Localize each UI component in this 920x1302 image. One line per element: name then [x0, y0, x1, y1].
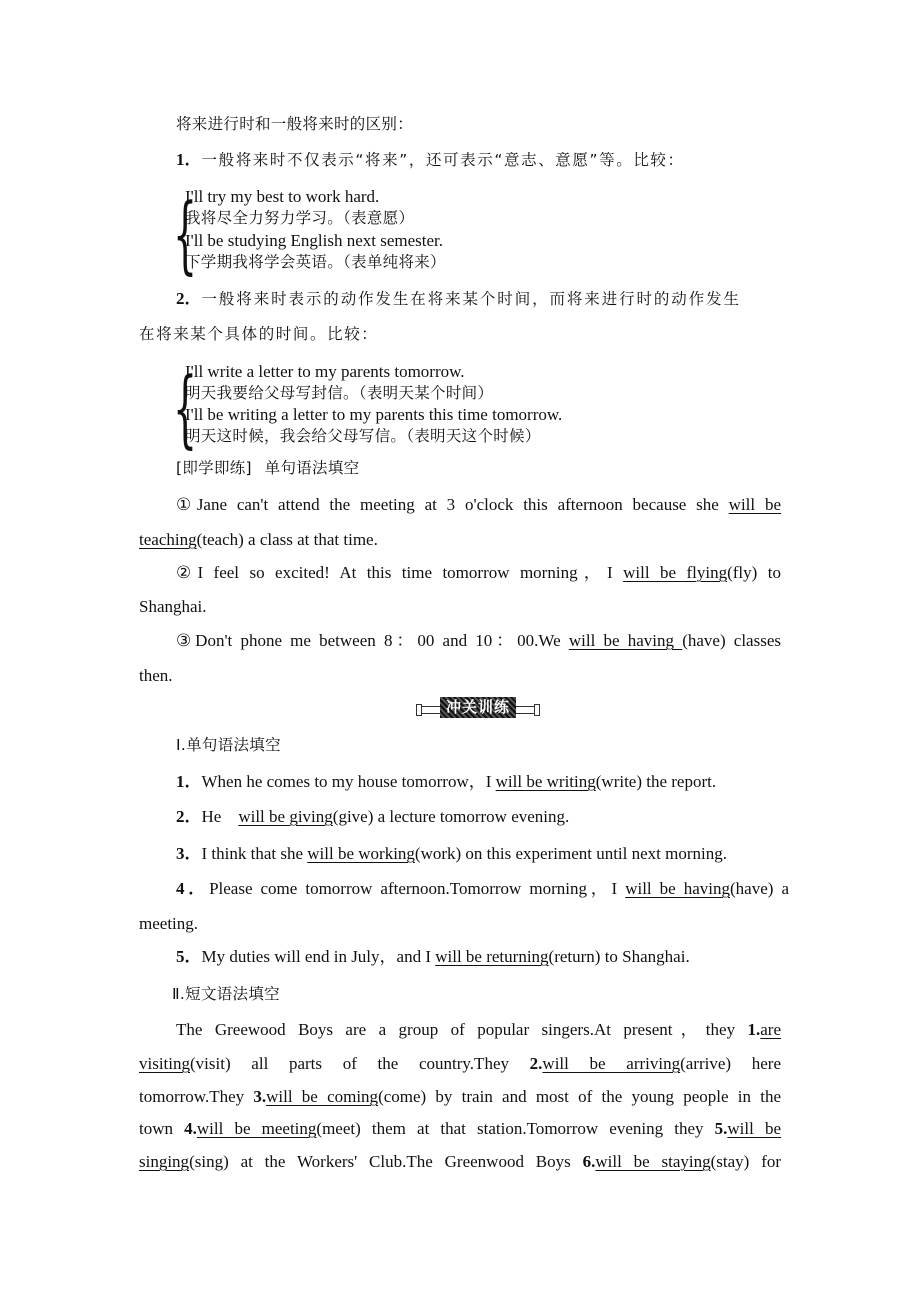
passage-line-2 [139, 1053, 781, 1075]
practice-subtitle: 单句语法填空 [264, 459, 360, 477]
question-text: ①Jane can't attend the meeting at 3 o'clock this afternoon because she [176, 495, 729, 514]
left-brace-icon: { [173, 185, 198, 283]
blank-number: 4. [184, 1119, 197, 1138]
passage-line-4 [139, 1118, 781, 1140]
section-1-title: Ⅰ.单句语法填空 [176, 736, 281, 754]
compare-2-chinese-2: 明天这时候，我会给父母写信。（表明天这个时候） [185, 427, 541, 445]
point-1-number: 1． [176, 150, 202, 169]
blank-number: 1. [747, 1020, 761, 1039]
item-text: (have) a [730, 879, 789, 898]
point-1-text: 一般将来时不仅表示“将来”，还可表示“意志、意愿”等。比较： [201, 151, 685, 169]
blank-number: 5. [714, 1119, 728, 1138]
compare-2-chinese-1: 明天我要给父母写封信。（表明天某个时间） [185, 384, 494, 402]
item-text: When he comes to my house tomorrow，I [201, 772, 496, 791]
point-1 [176, 149, 685, 171]
banner-label: 冲关训练 [440, 697, 516, 718]
answer-blank: are [760, 1020, 781, 1039]
answer-blank: will be staying [595, 1152, 711, 1171]
compare-2-english-2: I'll be writing a letter to my parents this time tomorrow. [185, 405, 563, 424]
passage-text: (sing) at the Workers' Club.The Greenwood Boys [189, 1152, 583, 1171]
question-text: (have) classes [682, 631, 781, 650]
exercise-item-1 [176, 771, 716, 793]
point-2-text-line-1: 一般将来时表示的动作发生在将来某个时间，而将来进行时的动作发生 [201, 290, 741, 308]
item-text: My duties will end in July，and I [201, 947, 436, 966]
passage-text: (stay) for [710, 1152, 782, 1171]
exercise-item-4-cont: meeting. [139, 914, 199, 933]
answer-blank: visiting [139, 1054, 191, 1073]
item-text: (work) on this experiment until next morning. [414, 844, 728, 863]
blank-number: 3. [253, 1087, 267, 1106]
point-2 [176, 288, 741, 310]
practice-header [176, 457, 359, 479]
blank-number: 2. [529, 1054, 543, 1073]
banner-right-cap [534, 704, 540, 716]
compare-2-english-1: I'll write a letter to my parents tomorrow. [185, 362, 465, 381]
passage-line-5 [139, 1151, 781, 1173]
answer-blank: will be meeting [196, 1119, 317, 1138]
practice-question-2-line-1 [176, 562, 781, 584]
question-text: (fly) to [727, 563, 781, 582]
passage-text: (visit) all parts of the country.They [190, 1054, 530, 1073]
passage-text: The Greewood Boys are a group of popular singers.At present，they [176, 1020, 748, 1039]
practice-question-1-line-2 [139, 529, 378, 551]
exercise-item-4 [176, 878, 789, 900]
practice-question-3-line-1 [176, 630, 781, 652]
compare-1-chinese-1: 我将尽全力努力学习。（表意愿） [185, 209, 415, 227]
item-text: Please come tomorrow afternoon.Tomorrow morning，I [209, 879, 626, 898]
answer-blank: will be having [625, 879, 731, 898]
compare-1-english-2: I'll be studying English next semester. [185, 231, 444, 250]
item-number: 5． [176, 947, 202, 966]
section-heading: 将来进行时和一般将来时的区别： [176, 115, 414, 133]
item-text: (return) to Shanghai. [548, 947, 690, 966]
answer-blank: will be flying [623, 563, 728, 582]
passage-text: (meet) them at that station.Tomorrow evening they [316, 1119, 715, 1138]
banner-left-cap [416, 704, 422, 716]
passage-line-3 [139, 1086, 781, 1108]
item-number: 3． [176, 844, 202, 863]
answer-blank: will be coming [266, 1087, 379, 1106]
answer-blank: singing [139, 1152, 190, 1171]
passage-text: (come) by train and most of the young people in the [378, 1087, 782, 1106]
left-brace-icon: { [173, 359, 198, 457]
item-text: He [201, 807, 239, 826]
answer-blank: will be [727, 1119, 781, 1138]
section-2-title: Ⅱ.短文语法填空 [172, 985, 280, 1003]
exercise-item-3 [176, 843, 727, 865]
answer-blank: will be returning [435, 947, 549, 966]
practice-question-3-line-2: then. [139, 666, 173, 685]
blank-number: 6. [582, 1152, 596, 1171]
question-text: ②I feel so excited! At this time tomorrow morning，I [176, 563, 624, 582]
exercise-item-5 [176, 946, 690, 968]
item-number: 2． [176, 807, 202, 826]
item-text: (give) a lecture tomorrow evening. [332, 807, 570, 826]
passage-text: town [139, 1119, 185, 1138]
answer-blank: will be writing [495, 772, 596, 791]
question-text: (teach) a class at that time. [196, 530, 378, 549]
compare-1-english-1: I'll try my best to work hard. [185, 187, 380, 206]
passage-text: (arrive) here [680, 1054, 781, 1073]
answer-blank: will be arriving [542, 1054, 681, 1073]
point-2-text-line-2: 在将来某个具体的时间。比较： [139, 325, 379, 343]
practice-question-2-line-2: Shanghai. [139, 597, 207, 616]
item-number: 4． [176, 879, 210, 898]
answer-blank: will be working [307, 844, 415, 863]
point-2-number: 2． [176, 289, 202, 308]
passage-line-1 [176, 1019, 781, 1041]
item-text: I think that she [201, 844, 308, 863]
practice-question-1-line-1 [176, 494, 781, 516]
practice-title: [即学即练] [176, 459, 252, 477]
question-text: ③Don't phone me between 8：00 and 10：00.We [176, 631, 569, 650]
item-number: 1． [176, 772, 202, 791]
section-banner [416, 697, 540, 719]
compare-1-chinese-2: 下学期我将学会英语。（表单纯将来） [185, 253, 446, 271]
answer-blank: will be [728, 495, 781, 514]
exercise-item-2 [176, 806, 569, 828]
answer-blank: teaching [139, 530, 197, 549]
answer-blank: will be having [568, 631, 683, 650]
answer-blank: will be giving [238, 807, 333, 826]
item-text: (write) the report. [595, 772, 717, 791]
passage-text: tomorrow.They [139, 1087, 254, 1106]
